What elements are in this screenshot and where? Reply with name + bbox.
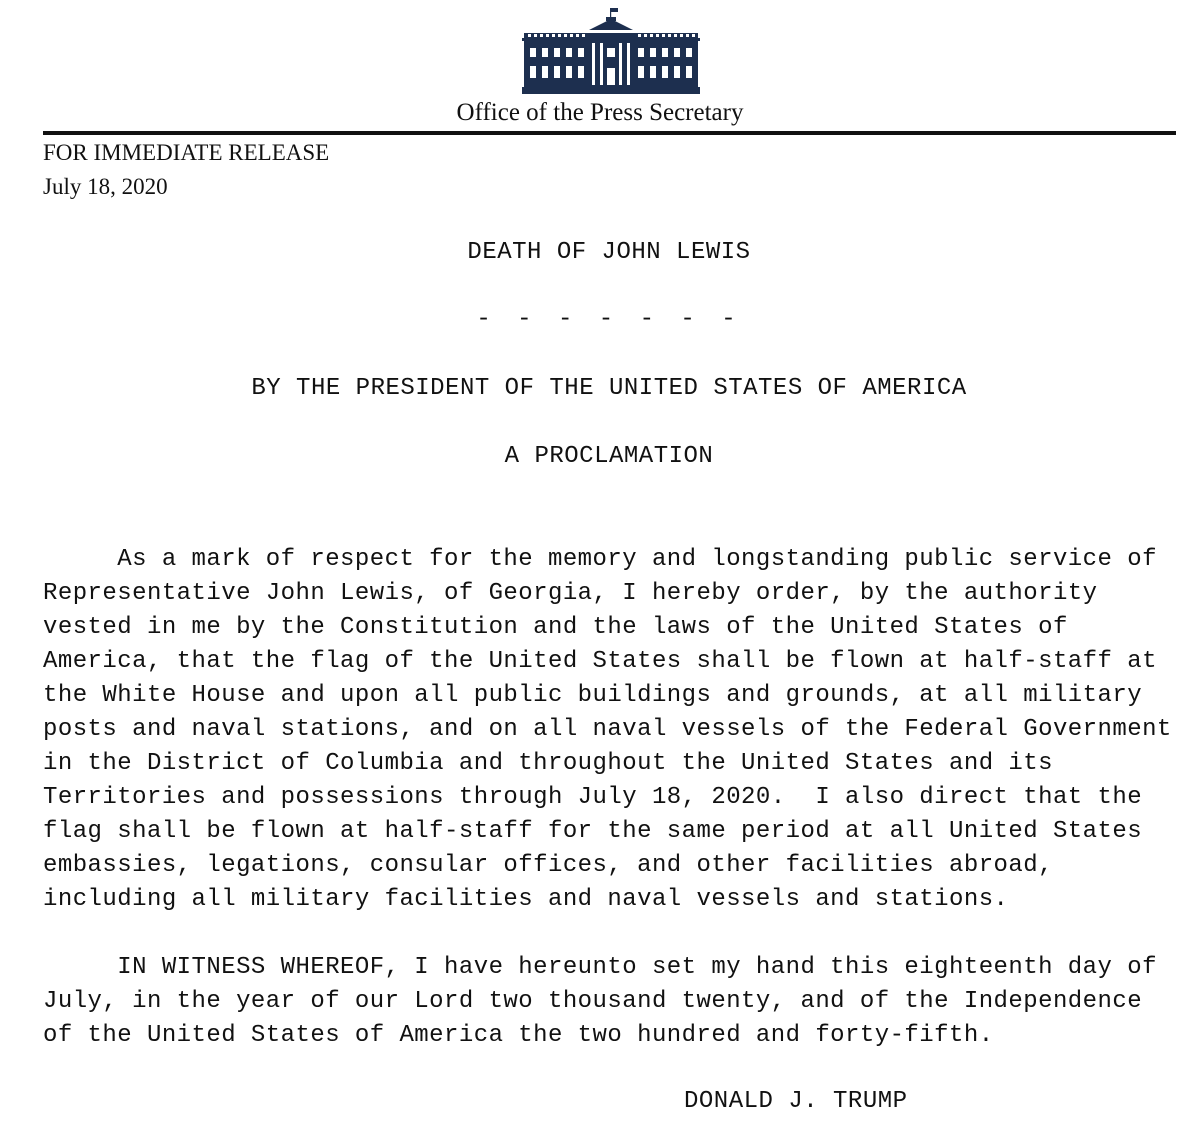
proclamation-label: A PROCLAMATION — [504, 443, 714, 470]
by-line: BY THE PRESIDENT OF THE UNITED STATES OF AMERICA — [251, 375, 967, 402]
signature: DONALD J. TRUMP — [684, 1088, 908, 1115]
white-house-icon — [522, 8, 700, 94]
body-paragraph: As a mark of respect for the memory and longstanding public service of Representative John Lewis, of Georgia, I hereby order, by the authority vested in me by the Constitution and the laws of the United States of America, that the flag of the United States shall be flown at half-staff at the White House and upon all public buildings and grounds, at all military posts and naval stations, and on all naval vessels of the Federal Government in the District of Columbia and throughout the United States and its Territories and possessions through July 18, 2020. I also direct that the flag shall be flown at half-staff for the same period at all United States embassies, legations, consular offices, and other facilities abroad, including all military facilities and naval vessels and stations. — [43, 546, 1172, 913]
separator-line: - - - - - - - — [476, 306, 742, 333]
witness-paragraph: IN WITNESS WHEREOF, I have hereunto set my hand this eighteenth day of July, in the year of our Lord two thousand twenty, and of the Independence of the United States of America the two hundred and forty-fifth. — [43, 954, 1157, 1049]
header-divider — [43, 131, 1176, 135]
office-title: Office of the Press Secretary — [456, 99, 744, 126]
document-title: DEATH OF JOHN LEWIS — [467, 239, 751, 266]
release-date: July 18, 2020 — [43, 174, 168, 199]
release-label: FOR IMMEDIATE RELEASE — [43, 140, 330, 165]
